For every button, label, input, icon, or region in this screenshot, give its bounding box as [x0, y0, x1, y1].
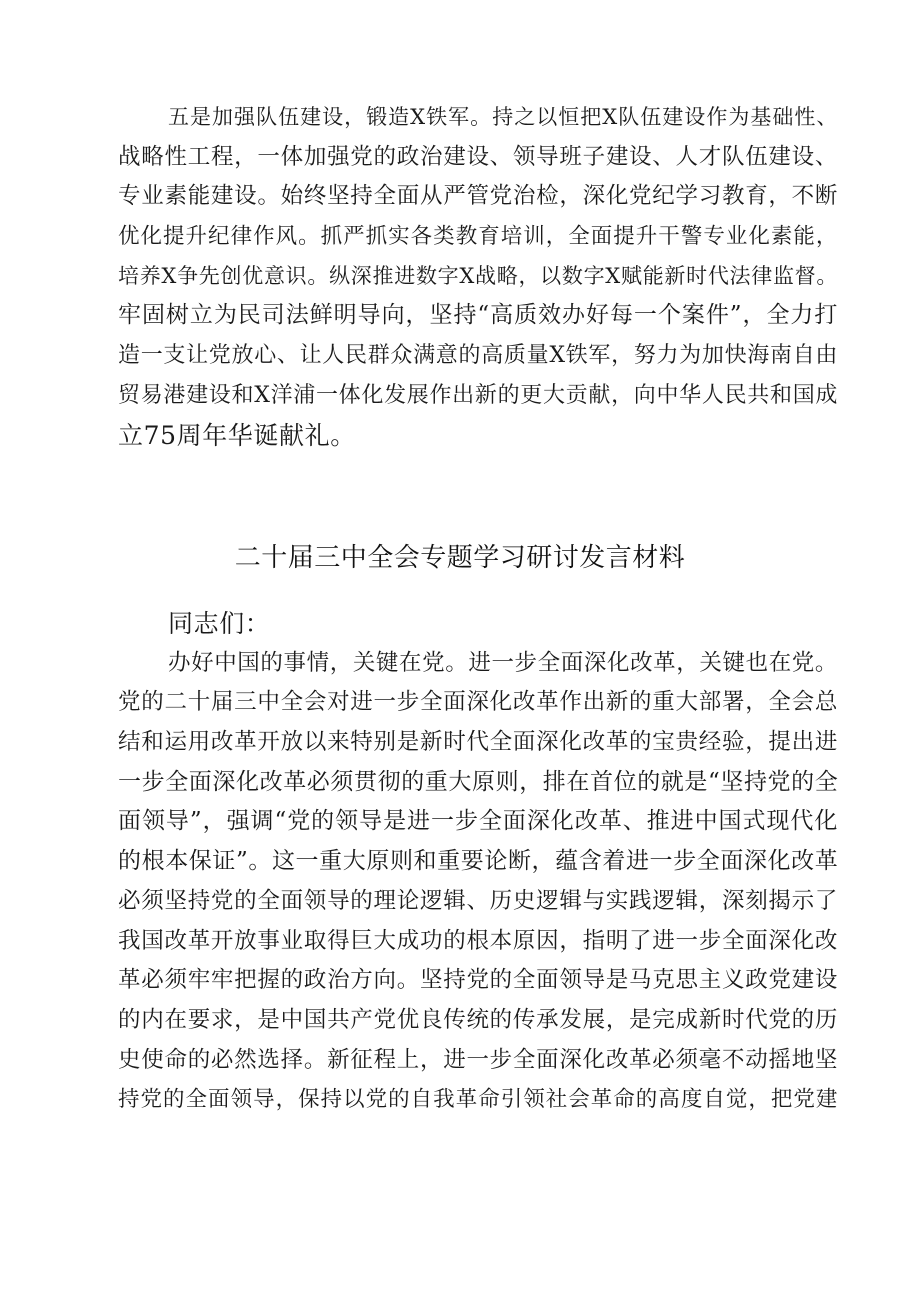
paragraph-line: 贸易港建设和X洋浦一体化发展作出新的更大贡献，向中华人民共和国成	[118, 382, 838, 408]
paragraph-line: 战略性工程，一体加强党的政治建设、领导班子建设、人才队伍建设、	[118, 143, 838, 170]
paragraph-line: 牢固树立为民司法鲜明导向，坚持“高质效办好每一个案件”，全力打	[118, 302, 838, 329]
paragraph-line: 优化提升纪律作风。抓严抓实各类教育培训，全面提升干警专业化素能，	[118, 224, 838, 250]
speech-body	[118, 604, 838, 1120]
paragraph-line: 持党的全面领导，保持以党的自我革命引领社会革命的高度自觉，把党建	[118, 1087, 838, 1113]
paragraph-line: 的根本保证”。这一重大原则和重要论断，蕴含着进一步全面深化改革	[118, 848, 839, 875]
paragraph-line: 办好中国的事情，关键在党。进一步全面深化改革，关键也在党。	[168, 649, 838, 676]
paragraph-line: 党的二十届三中全会对进一步全面深化改革作出新的重大部署，全会总	[118, 689, 838, 716]
paragraph-line: 史使命的必然选择。新征程上，进一步全面深化改革必须毫不动摇地坚	[118, 1046, 838, 1073]
paragraph-line: 五是加强队伍建设，锻造X铁军。持之以恒把X队伍建设作为基础性、	[168, 105, 838, 129]
paragraph-line: 我国改革开放事业取得巨大成功的根本原因，指明了进一步全面深化改	[118, 927, 838, 954]
paragraph-line: 结和运用改革开放以来特别是新时代全面深化改革的宝贵经验，提出进	[118, 729, 838, 756]
paragraph-line: 立75周年华诞献礼。	[118, 420, 356, 450]
paragraph-line: 面领导”，强调“党的领导是进一步全面深化改革、推进中国式现代化	[118, 808, 838, 835]
paragraph-line: 造一支让党放心、让人民群众满意的高质量X铁军，努力为加快海南自由	[118, 343, 838, 369]
salutation: 同志们：	[168, 609, 271, 638]
section-five-paragraph	[118, 98, 838, 455]
paragraph-line: 革必须牢牢把握的政治方向。坚持党的全面领导是马克思主义政党建设	[118, 967, 838, 994]
paragraph-line: 的内在要求，是中国共产党优良传统的传承发展，是完成新时代党的历	[118, 1006, 838, 1033]
paragraph-line: 培养X争先创优意识。纵深推进数字X战略，以数字X赋能新时代法律监督。	[118, 263, 838, 288]
paragraph-line: 必须坚持党的全面领导的理论逻辑、历史逻辑与实践逻辑，深刻揭示了	[118, 887, 838, 914]
document-title: 二十届三中全会专题学习研讨发言材料	[234, 543, 686, 573]
paragraph-line: 专业素能建设。始终坚持全面从严管党治检，深化党纪学习教育，不断	[118, 183, 838, 210]
paragraph-line: 一步全面深化改革必须贯彻的重大原则，排在首位的就是“坚持党的全	[118, 768, 839, 795]
